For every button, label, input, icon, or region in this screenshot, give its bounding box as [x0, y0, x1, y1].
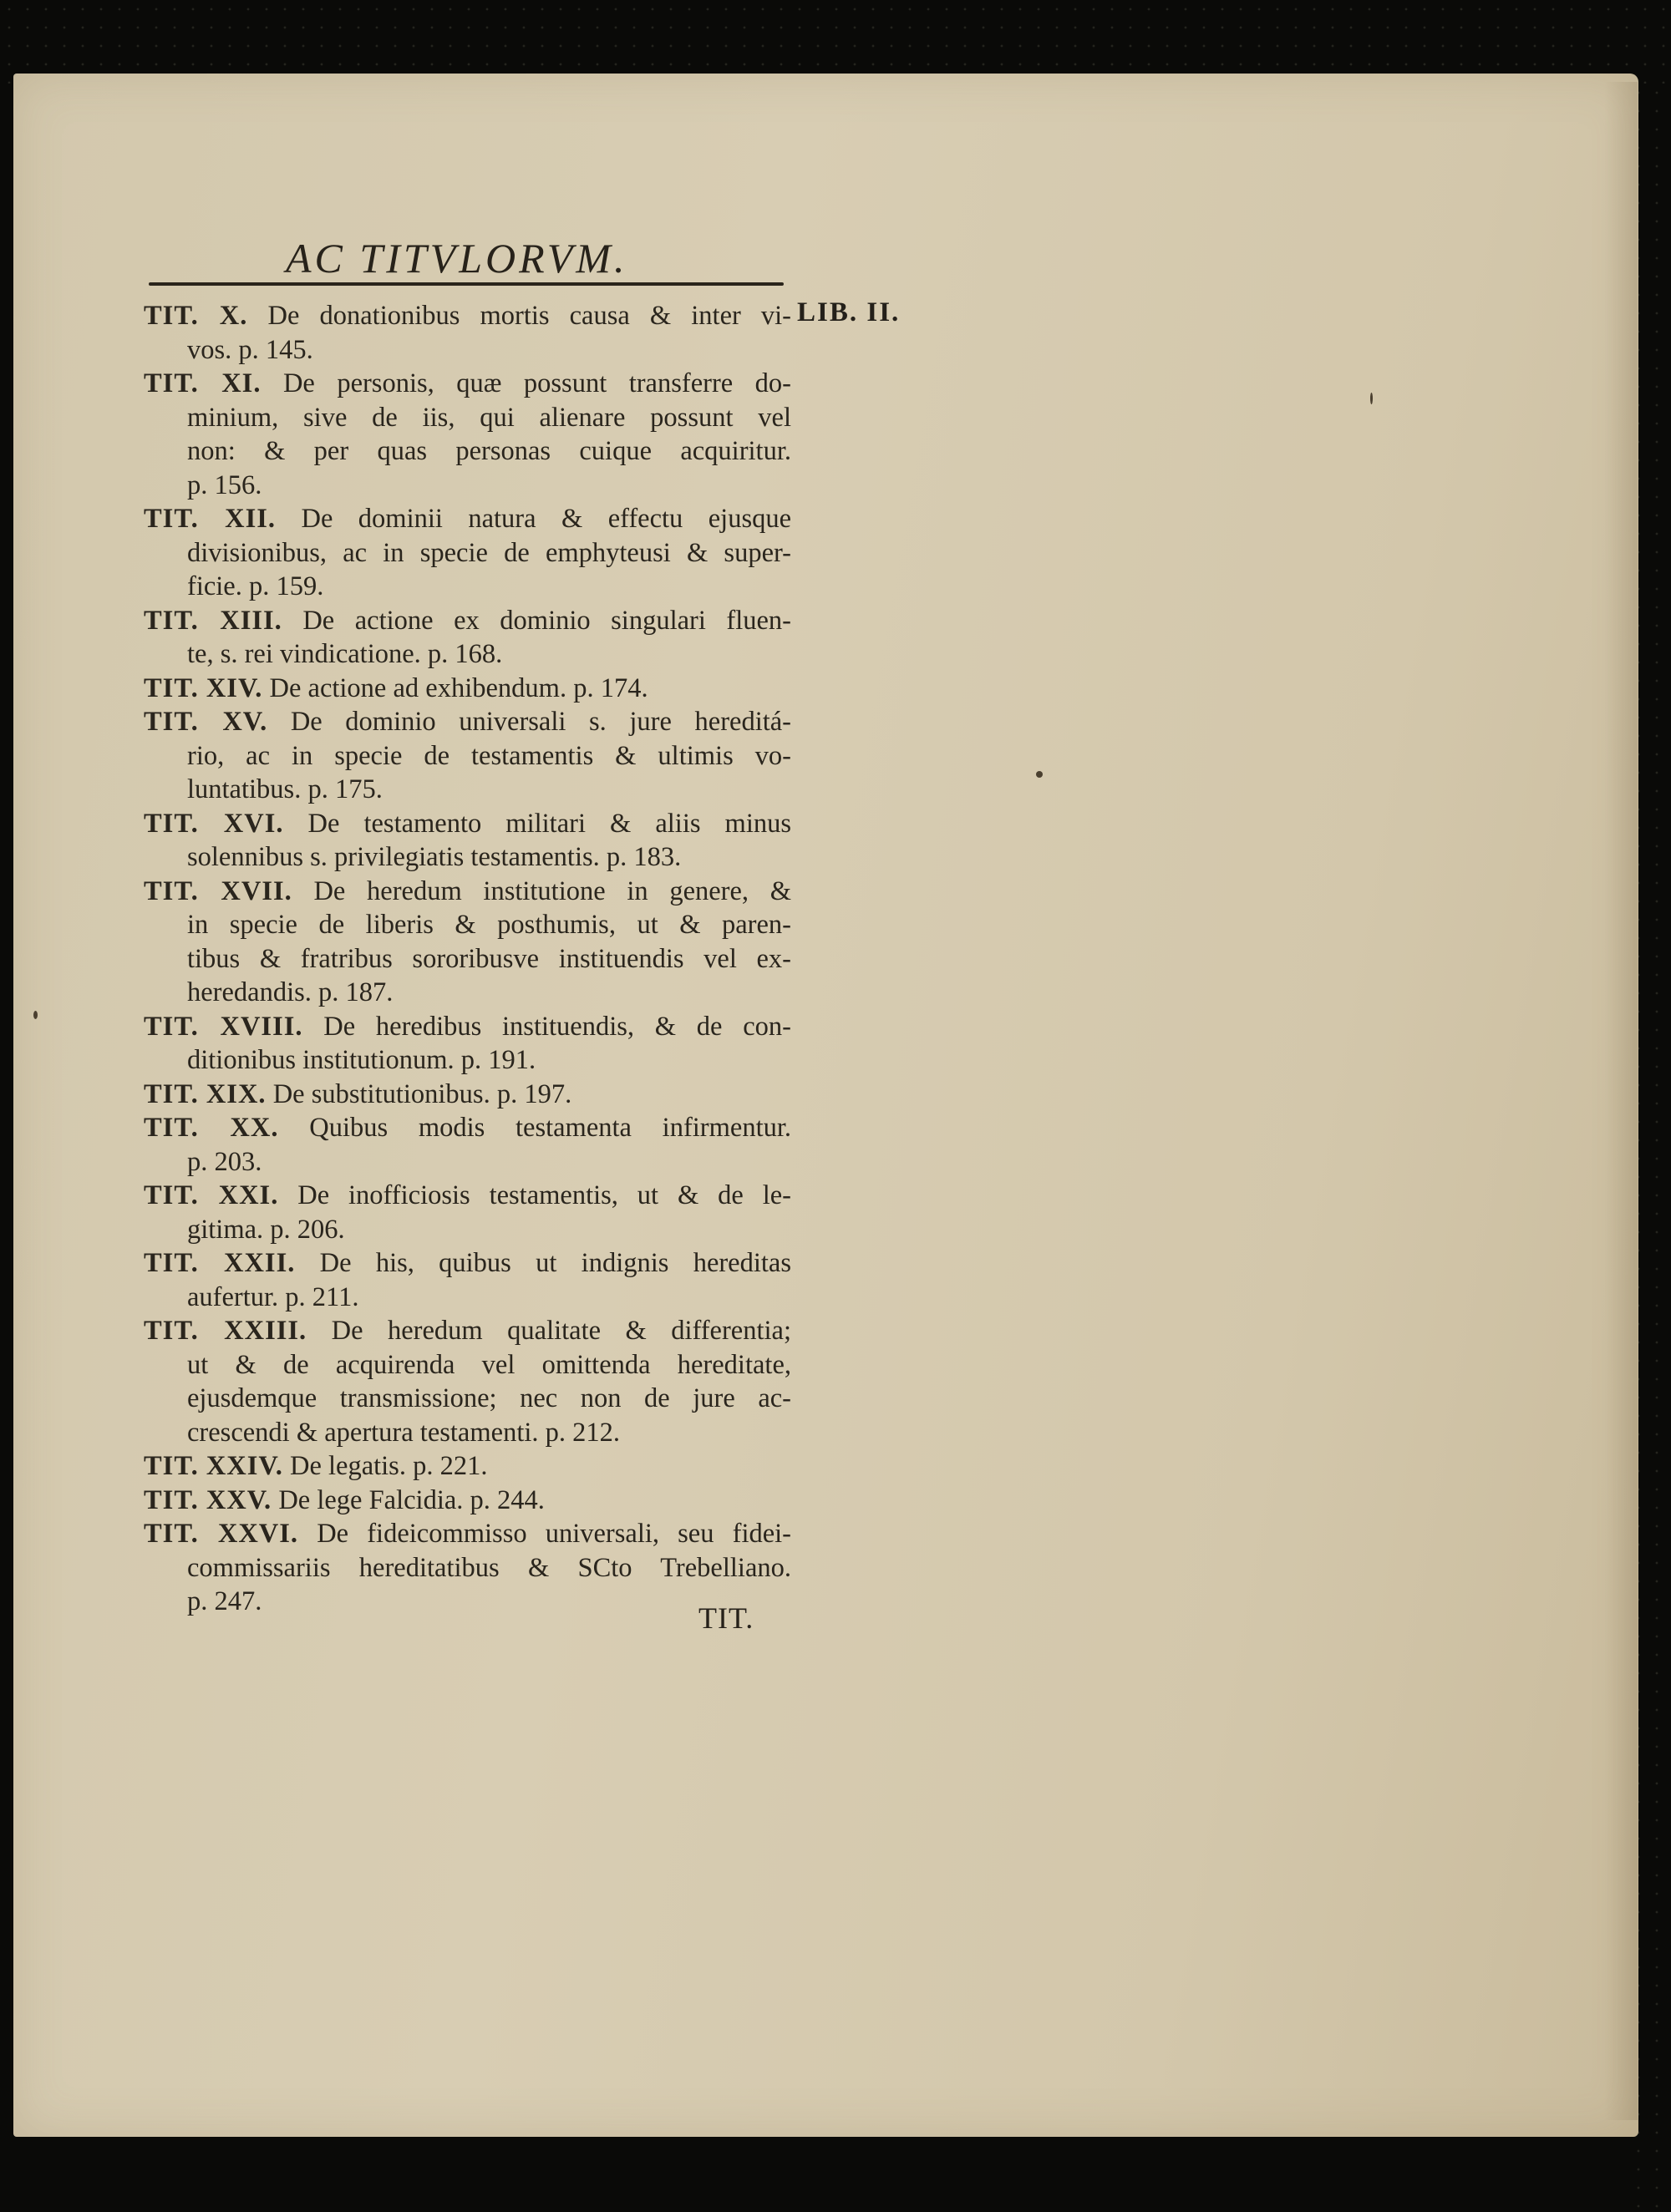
- toc-entry-line: [144, 434, 791, 469]
- toc-entry-text: De heredum institutione in genere, &: [313, 875, 791, 906]
- scan-background-top: [0, 0, 1671, 84]
- toc-entry-title: TIT. XV.: [144, 707, 268, 737]
- toc-entry-line: [144, 1585, 791, 1619]
- toc-entry-text: De lege Falcidia. p. 244.: [278, 1484, 545, 1515]
- toc-entry: [144, 1179, 791, 1246]
- toc-entry-text: aufertur. p. 211.: [187, 1281, 359, 1312]
- toc-entry-text: rio, ac in specie de testamentis & ultimis vo-: [187, 740, 791, 771]
- toc-entry-line: [144, 1382, 791, 1416]
- toc-entry-line: [144, 502, 791, 536]
- toc-entry-text: heredandis. p. 187.: [187, 977, 394, 1007]
- running-header: AC TITVLORVM.: [286, 235, 628, 282]
- paper-speck: [33, 1011, 38, 1019]
- toc-entry-text: De actione ad exhibendum. p. 174.: [269, 672, 648, 703]
- toc-entry-text: De dominio universali s. jure hereditá-: [290, 707, 791, 737]
- toc-entry: [144, 1246, 791, 1314]
- toc-entry-text: De heredibus instituendis, & de con-: [323, 1011, 791, 1042]
- page-edge-shadow: [1604, 82, 1638, 2120]
- toc-entry: [144, 604, 791, 672]
- toc-entry-text: crescendi & apertura testamenti. p. 212.: [187, 1417, 621, 1448]
- toc-entry-text: tibus & fratribus sororibusve instituendis vel ex-: [187, 943, 791, 974]
- side-label-lib: LIB. II.: [797, 297, 901, 327]
- toc-entry-line: [144, 637, 791, 672]
- header-rule: [149, 282, 784, 286]
- toc-entry: [144, 1449, 791, 1484]
- toc-entry: [144, 1078, 791, 1112]
- toc-entry-line: [144, 1517, 791, 1551]
- toc-entry-line: [144, 1145, 791, 1180]
- toc-entry-title: TIT. XVII.: [144, 875, 292, 906]
- toc-entry: [144, 1517, 791, 1619]
- toc-entry: [144, 705, 791, 807]
- toc-entry-title: TIT. XVI.: [144, 808, 284, 839]
- toc-entry-text: luntatibus. p. 175.: [187, 774, 383, 804]
- toc-entry-title: TIT. XVIII.: [144, 1011, 303, 1042]
- toc-entry-line: [144, 1416, 791, 1450]
- catchword: TIT.: [698, 1601, 754, 1635]
- toc-entry-line: [144, 773, 791, 807]
- toc-entry-text: minium, sive de iis, qui alienare possunt vel: [187, 402, 791, 433]
- toc-entry: [144, 807, 791, 875]
- toc-entry-text: ejusdemque transmissione; nec non de jure ac-: [187, 1383, 791, 1413]
- toc-entry-text: te, s. rei vindicatione. p. 168.: [187, 639, 503, 669]
- toc-entry-text: solennibus s. privilegiatis testamentis. p. 183.: [187, 842, 682, 872]
- toc-entry-line: [144, 469, 791, 503]
- toc-entry-title: TIT. XXI.: [144, 1180, 279, 1210]
- toc-entry-text: De dominii natura & effectu ejusque: [301, 504, 792, 534]
- toc-entry-text: De inofficiosis testamentis, ut & de le-: [297, 1180, 791, 1210]
- toc-entry-title: TIT. X.: [144, 301, 248, 331]
- toc-entry-text: ut & de acquirenda vel omittenda hereditate,: [187, 1349, 791, 1380]
- toc-entry: [144, 1314, 791, 1449]
- toc-entry-line: [144, 536, 791, 571]
- toc-entry-text: ficie. p. 159.: [187, 571, 324, 601]
- toc-entry-line: [144, 672, 791, 706]
- toc-entry: [144, 875, 791, 1010]
- toc-entry-title: TIT. XXVI.: [144, 1519, 299, 1549]
- toc-entry-text: p. 203.: [187, 1146, 262, 1177]
- toc-entry-title: TIT. XXIII.: [144, 1316, 307, 1346]
- toc-entry: [144, 502, 791, 604]
- toc-entry-text: p. 156.: [187, 469, 262, 500]
- toc-entry-text: De heredum qualitate & differentia;: [331, 1316, 791, 1346]
- toc-entry-title: TIT. XII.: [144, 504, 277, 534]
- toc-entry: [144, 1010, 791, 1078]
- toc-entry-line: [144, 840, 791, 875]
- toc-entry-line: [144, 807, 791, 841]
- table-of-contents: [144, 299, 791, 1619]
- paper-speck: [1036, 771, 1043, 778]
- toc-entry-text: p. 247.: [187, 1586, 262, 1616]
- toc-entry-line: [144, 1078, 791, 1112]
- toc-entry-text: ditionibus institutionum. p. 191.: [187, 1045, 536, 1075]
- toc-entry-line: [144, 705, 791, 739]
- toc-entry: [144, 367, 791, 502]
- toc-entry-text: Quibus modis testamenta infirmentur.: [309, 1113, 792, 1143]
- toc-entry-line: [144, 739, 791, 774]
- toc-entry: [144, 1484, 791, 1518]
- toc-entry-text: divisionibus, ac in specie de emphyteusi & super-: [187, 537, 791, 568]
- toc-entry-line: [144, 875, 791, 909]
- toc-entry-line: [144, 1281, 791, 1315]
- toc-entry-line: [144, 942, 791, 977]
- toc-entry: [144, 299, 791, 367]
- toc-entry-text: De fideicommisso universali, seu fidei-: [317, 1519, 791, 1549]
- toc-entry-line: [144, 1111, 791, 1145]
- toc-entry-line: [144, 604, 791, 638]
- toc-entry-line: [144, 1484, 791, 1518]
- toc-entry: [144, 672, 791, 706]
- toc-entry-line: [144, 401, 791, 435]
- paper-speck: [1370, 393, 1373, 404]
- toc-entry-title: TIT. XXII.: [144, 1248, 296, 1278]
- toc-entry-text: gitima. p. 206.: [187, 1214, 345, 1245]
- toc-entry-title: TIT. XIV.: [144, 672, 263, 703]
- toc-entry-text: commissariis hereditatibus & SCto Trebelliano.: [187, 1552, 791, 1583]
- toc-entry-title: TIT. XIII.: [144, 605, 282, 636]
- toc-entry-title: TIT. XXV.: [144, 1484, 272, 1515]
- toc-entry-line: [144, 1449, 791, 1484]
- toc-entry-text: De testamento militari & aliis minus: [307, 808, 792, 839]
- toc-entry-line: [144, 367, 791, 401]
- toc-entry-line: [144, 1179, 791, 1213]
- toc-entry-text: non: & per quas personas cuique acquiritur.: [187, 436, 791, 466]
- toc-entry-line: [144, 299, 791, 333]
- toc-entry-text: De personis, quæ possunt transferre do-: [282, 368, 791, 398]
- toc-entry-text: De his, quibus ut indignis hereditas: [319, 1248, 791, 1278]
- toc-entry-title: TIT. XXIV.: [144, 1451, 283, 1481]
- toc-entry: [144, 1111, 791, 1179]
- toc-entry-line: [144, 333, 791, 368]
- toc-entry-line: [144, 570, 791, 604]
- toc-entry-text: De substitutionibus. p. 197.: [272, 1078, 572, 1109]
- toc-entry-text: De legatis. p. 221.: [289, 1451, 488, 1481]
- toc-entry-text: in specie de liberis & posthumis, ut & paren-: [187, 910, 791, 940]
- toc-entry-title: TIT. XX.: [144, 1113, 279, 1143]
- toc-entry-line: [144, 1043, 791, 1078]
- toc-entry-text: De donationibus mortis causa & inter vi-: [267, 301, 792, 331]
- toc-entry-line: [144, 1010, 791, 1044]
- toc-entry-line: [144, 1348, 791, 1382]
- toc-entry-title: TIT. XIX.: [144, 1078, 267, 1109]
- toc-entry-line: [144, 1213, 791, 1247]
- toc-entry-text: vos. p. 145.: [187, 334, 313, 365]
- toc-entry-text: De actione ex dominio singulari fluen-: [302, 605, 792, 636]
- toc-entry-line: [144, 1314, 791, 1348]
- toc-entry-line: [144, 908, 791, 942]
- toc-entry-line: [144, 1551, 791, 1585]
- toc-entry-line: [144, 976, 791, 1010]
- toc-entry-line: [144, 1246, 791, 1281]
- toc-entry-title: TIT. XI.: [144, 368, 262, 398]
